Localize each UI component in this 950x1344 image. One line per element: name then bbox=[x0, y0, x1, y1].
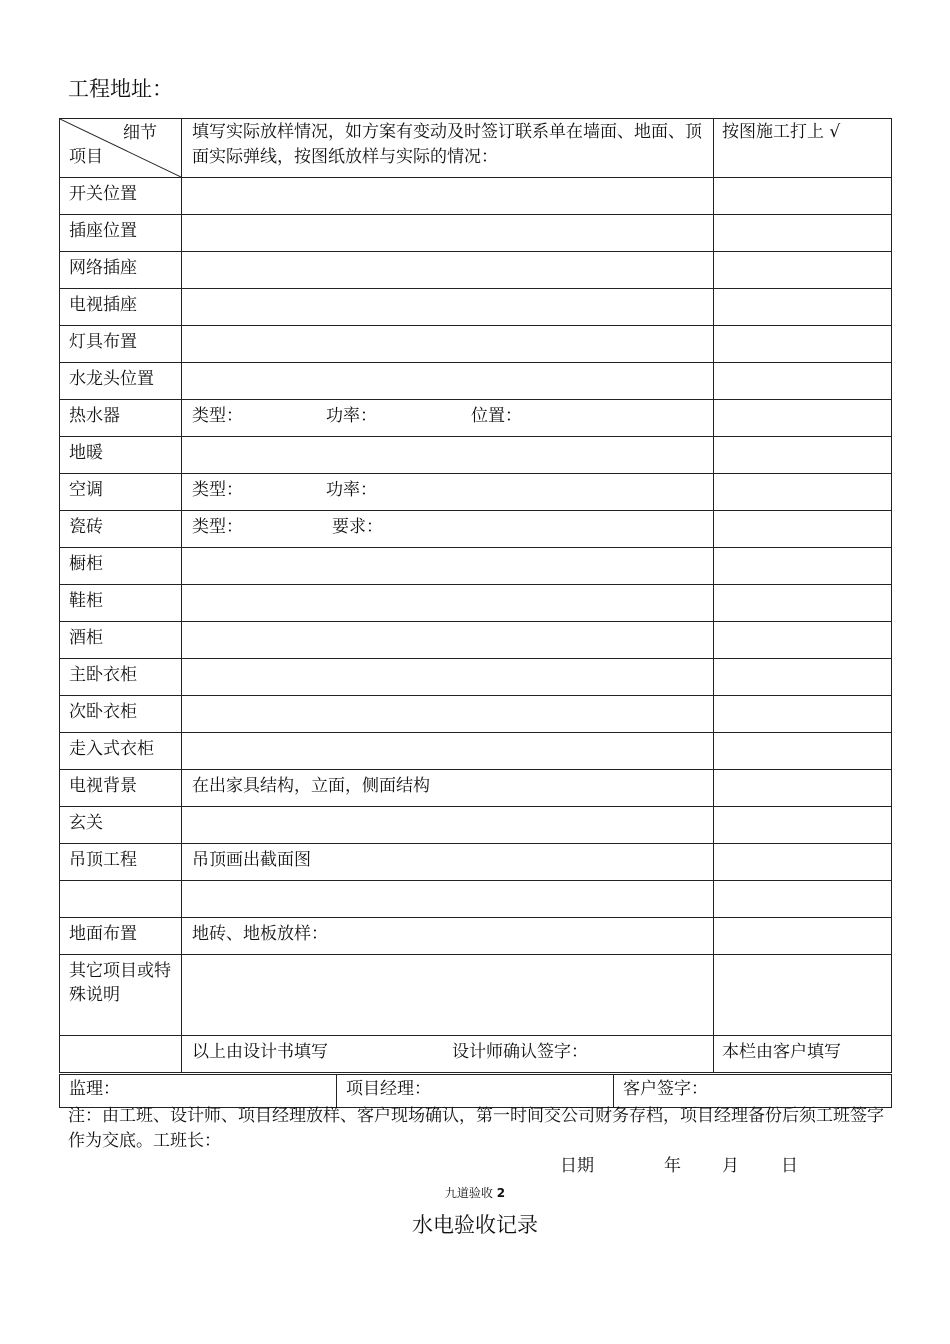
row-check-cell[interactable] bbox=[714, 696, 892, 733]
table-row bbox=[60, 585, 892, 622]
table-row bbox=[60, 844, 892, 881]
designer-confirm-cell[interactable] bbox=[182, 1036, 714, 1073]
row-label: 灯具布置 bbox=[60, 326, 182, 363]
row-content-cell[interactable] bbox=[182, 215, 714, 252]
row-content-cell[interactable] bbox=[182, 585, 714, 622]
header-check-cell: 按图施工打上 √ bbox=[714, 119, 892, 178]
row-content-cell[interactable] bbox=[182, 252, 714, 289]
row-check-cell[interactable] bbox=[714, 659, 892, 696]
acceptance-table bbox=[59, 118, 892, 1073]
footer-title: 九道验收 bbox=[444, 1186, 493, 1200]
header-item-label: 项目 bbox=[69, 147, 103, 167]
row-content-cell[interactable] bbox=[182, 881, 714, 918]
special-notes-content-cell[interactable] bbox=[182, 955, 714, 1036]
project-address-label: 工程地址： bbox=[68, 77, 173, 101]
table-row bbox=[60, 178, 892, 215]
signature-row bbox=[60, 1075, 892, 1108]
table-row bbox=[60, 807, 892, 844]
supervisor-signature-cell[interactable]: 监理： bbox=[60, 1075, 337, 1108]
row-content-cell[interactable] bbox=[182, 622, 714, 659]
row-content-cell[interactable] bbox=[182, 548, 714, 585]
position-field-label: 位置： bbox=[471, 406, 522, 426]
signature-table bbox=[59, 1074, 892, 1108]
special-notes-check-cell[interactable] bbox=[714, 955, 892, 1036]
row-content-cell[interactable] bbox=[182, 178, 714, 215]
table-row bbox=[60, 733, 892, 770]
date-year-label: 年 bbox=[664, 1156, 681, 1176]
row-check-cell[interactable] bbox=[714, 844, 892, 881]
header-content-cell: 填写实际放样情况，如方案有变动及时签订联系单在墙面、地面、顶面实际弹线，按图纸放样与实际的情况： bbox=[182, 119, 714, 178]
row-label: 玄关 bbox=[60, 807, 182, 844]
row-check-cell[interactable] bbox=[714, 289, 892, 326]
row-label: 网络插座 bbox=[60, 252, 182, 289]
designer-row-blank-cell bbox=[60, 1036, 182, 1073]
row-label: 鞋柜 bbox=[60, 585, 182, 622]
table-row bbox=[60, 548, 892, 585]
type-field-label: 类型： bbox=[192, 406, 243, 426]
row-content-cell[interactable] bbox=[182, 659, 714, 696]
footer-page-number: 2 bbox=[496, 1186, 506, 1200]
row-check-cell[interactable] bbox=[714, 326, 892, 363]
row-check-cell[interactable] bbox=[714, 770, 892, 807]
row-label: 吊顶工程 bbox=[60, 844, 182, 881]
row-label: 电视背景 bbox=[60, 770, 182, 807]
power-field-label: 功率： bbox=[326, 480, 377, 500]
row-check-cell[interactable] bbox=[714, 215, 892, 252]
row-check-cell[interactable] bbox=[714, 548, 892, 585]
row-check-cell[interactable] bbox=[714, 585, 892, 622]
special-notes-row bbox=[60, 955, 892, 1036]
type-field-label: 类型： bbox=[192, 517, 243, 537]
table-row bbox=[60, 622, 892, 659]
row-label: 开关位置 bbox=[60, 178, 182, 215]
table-row bbox=[60, 400, 892, 437]
row-content-cell[interactable]: 地砖、地板放样： bbox=[182, 918, 714, 955]
designer-confirm-row bbox=[60, 1036, 892, 1073]
row-content-cell[interactable] bbox=[182, 474, 714, 511]
diagonal-header-cell bbox=[60, 119, 182, 178]
row-content-cell[interactable] bbox=[182, 696, 714, 733]
manager-signature-cell[interactable]: 项目经理： bbox=[337, 1075, 614, 1108]
row-label: 主卧衣柜 bbox=[60, 659, 182, 696]
row-content-cell[interactable] bbox=[182, 437, 714, 474]
table-header-row bbox=[60, 119, 892, 178]
row-label bbox=[60, 881, 182, 918]
designer-signature-label: 设计师确认签字： bbox=[452, 1042, 588, 1062]
table-row bbox=[60, 881, 892, 918]
row-check-cell[interactable] bbox=[714, 252, 892, 289]
row-check-cell[interactable] bbox=[714, 733, 892, 770]
special-notes-label: 其它项目或特殊说明 bbox=[60, 955, 182, 1036]
table-row bbox=[60, 770, 892, 807]
row-label: 走入式衣柜 bbox=[60, 733, 182, 770]
row-check-cell[interactable] bbox=[714, 622, 892, 659]
row-content-cell[interactable]: 在出家具结构，立面，侧面结构 bbox=[182, 770, 714, 807]
row-label: 地暖 bbox=[60, 437, 182, 474]
row-content-cell[interactable] bbox=[182, 511, 714, 548]
row-check-cell[interactable] bbox=[714, 178, 892, 215]
date-month-label: 月 bbox=[722, 1156, 739, 1176]
row-label: 热水器 bbox=[60, 400, 182, 437]
row-label: 次卧衣柜 bbox=[60, 696, 182, 733]
row-label: 水龙头位置 bbox=[60, 363, 182, 400]
table-row bbox=[60, 696, 892, 733]
row-content-cell[interactable] bbox=[182, 400, 714, 437]
table-row bbox=[60, 918, 892, 955]
next-section-title: 水电验收记录 bbox=[412, 1213, 538, 1237]
customer-fill-note: 本栏由客户填写 bbox=[714, 1036, 892, 1073]
table-row bbox=[60, 474, 892, 511]
row-label: 酒柜 bbox=[60, 622, 182, 659]
row-label: 插座位置 bbox=[60, 215, 182, 252]
row-label: 空调 bbox=[60, 474, 182, 511]
table-row bbox=[60, 363, 892, 400]
customer-signature-cell[interactable]: 客户签字： bbox=[614, 1075, 892, 1108]
header-detail-label: 细节 bbox=[123, 123, 157, 143]
row-content-cell[interactable] bbox=[182, 807, 714, 844]
page-footer bbox=[0, 1184, 950, 1201]
requirement-field-label: 要求： bbox=[332, 517, 383, 537]
row-content-cell[interactable] bbox=[182, 289, 714, 326]
row-content-cell[interactable] bbox=[182, 363, 714, 400]
table-row bbox=[60, 289, 892, 326]
date-day-label: 日 bbox=[781, 1156, 798, 1176]
row-check-cell[interactable] bbox=[714, 918, 892, 955]
row-check-cell[interactable] bbox=[714, 400, 892, 437]
row-label: 瓷砖 bbox=[60, 511, 182, 548]
row-label: 地面布置 bbox=[60, 918, 182, 955]
table-row bbox=[60, 215, 892, 252]
type-field-label: 类型： bbox=[192, 480, 243, 500]
row-label: 橱柜 bbox=[60, 548, 182, 585]
date-label: 日期 bbox=[560, 1156, 594, 1176]
row-content-cell[interactable] bbox=[182, 733, 714, 770]
row-check-cell[interactable] bbox=[714, 881, 892, 918]
table-row bbox=[60, 326, 892, 363]
table-row bbox=[60, 437, 892, 474]
row-check-cell[interactable] bbox=[714, 363, 892, 400]
row-content-cell[interactable] bbox=[182, 326, 714, 363]
table-row bbox=[60, 511, 892, 548]
row-check-cell[interactable] bbox=[714, 807, 892, 844]
designer-fill-note: 以上由设计书填写 bbox=[192, 1042, 328, 1062]
row-label: 电视插座 bbox=[60, 289, 182, 326]
row-check-cell[interactable] bbox=[714, 437, 892, 474]
table-row bbox=[60, 252, 892, 289]
row-content-cell[interactable]: 吊顶画出截面图 bbox=[182, 844, 714, 881]
row-check-cell[interactable] bbox=[714, 511, 892, 548]
footnote-text: 注：由工班、设计师、项目经理放样、客户现场确认，第一时间交公司财务存档，项目经理备份后须工班签字作为交底。工班长： bbox=[68, 1106, 884, 1151]
power-field-label: 功率： bbox=[326, 406, 377, 426]
row-check-cell[interactable] bbox=[714, 474, 892, 511]
table-row bbox=[60, 659, 892, 696]
